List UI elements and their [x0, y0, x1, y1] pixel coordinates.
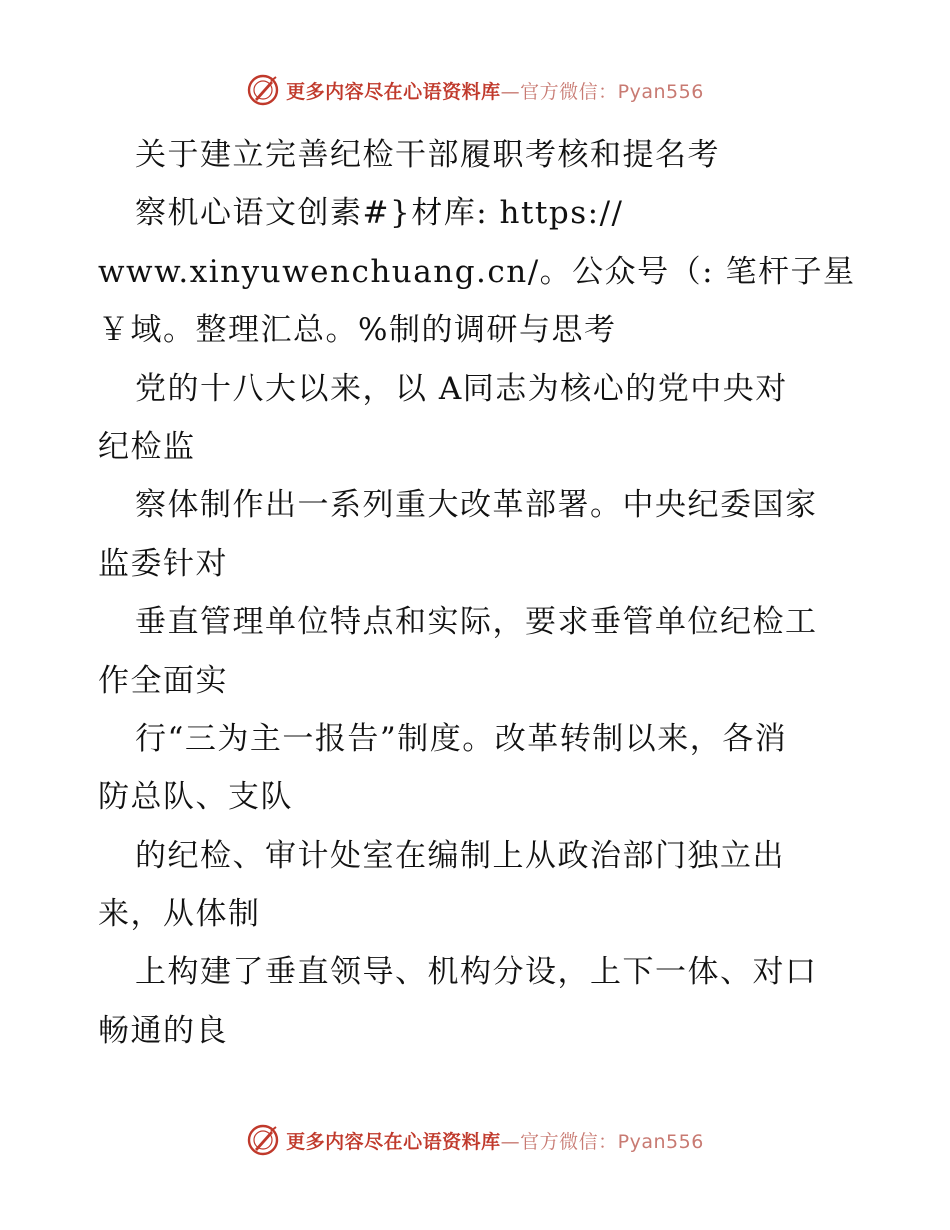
header-contact-text: —官方微信：Pyan556	[500, 80, 704, 103]
body-line: 关于建立完善纪检干部履职考核和提名考	[135, 137, 720, 173]
body-line: 察机心语文创素#}材库: https://	[135, 195, 624, 232]
body-line: 畅通的良	[98, 1012, 228, 1049]
body-line: 纪检监	[98, 428, 196, 465]
body-line: ￥域。整理汇总。%制的调研与思考	[98, 312, 617, 349]
quill-seal-icon	[246, 1123, 280, 1157]
body-line: 的纪检、审计处室在编制上从政治部门独立出	[135, 837, 785, 874]
body-line: 察体制作出一系列重大改革部署。中央纪委国家	[135, 487, 818, 524]
body-line: 上构建了垂直领导、机构分设，上下一体、对口	[135, 954, 818, 991]
header-banner-text	[286, 77, 704, 104]
body-line: 党的十八大以来，以 A同志为核心的党中央对	[135, 370, 788, 407]
header-brand-text: 更多内容尽在心语资料库	[286, 80, 501, 103]
header-banner	[0, 70, 950, 110]
footer-banner	[0, 1120, 950, 1160]
footer-banner-text	[286, 1127, 704, 1154]
footer-brand-text: 更多内容尽在心语资料库	[286, 1130, 501, 1153]
body-line: 防总队、支队	[98, 779, 293, 816]
footer-contact-text: —官方微信：Pyan556	[500, 1130, 704, 1153]
document-body	[98, 126, 858, 1060]
body-line: 作全面实	[98, 662, 228, 699]
body-line: 监委针对	[98, 545, 228, 582]
quill-seal-icon	[246, 73, 280, 107]
body-line: 来，从体制	[98, 896, 261, 933]
body-line: 垂直管理单位特点和实际，要求垂管单位纪检工	[135, 604, 818, 641]
body-line: www.xinyuwenchuang.cn/。公众号（: 笔杆子星	[98, 253, 856, 290]
body-line: 行“三为主一报告”制度。改革转制以来，各消	[135, 720, 788, 757]
